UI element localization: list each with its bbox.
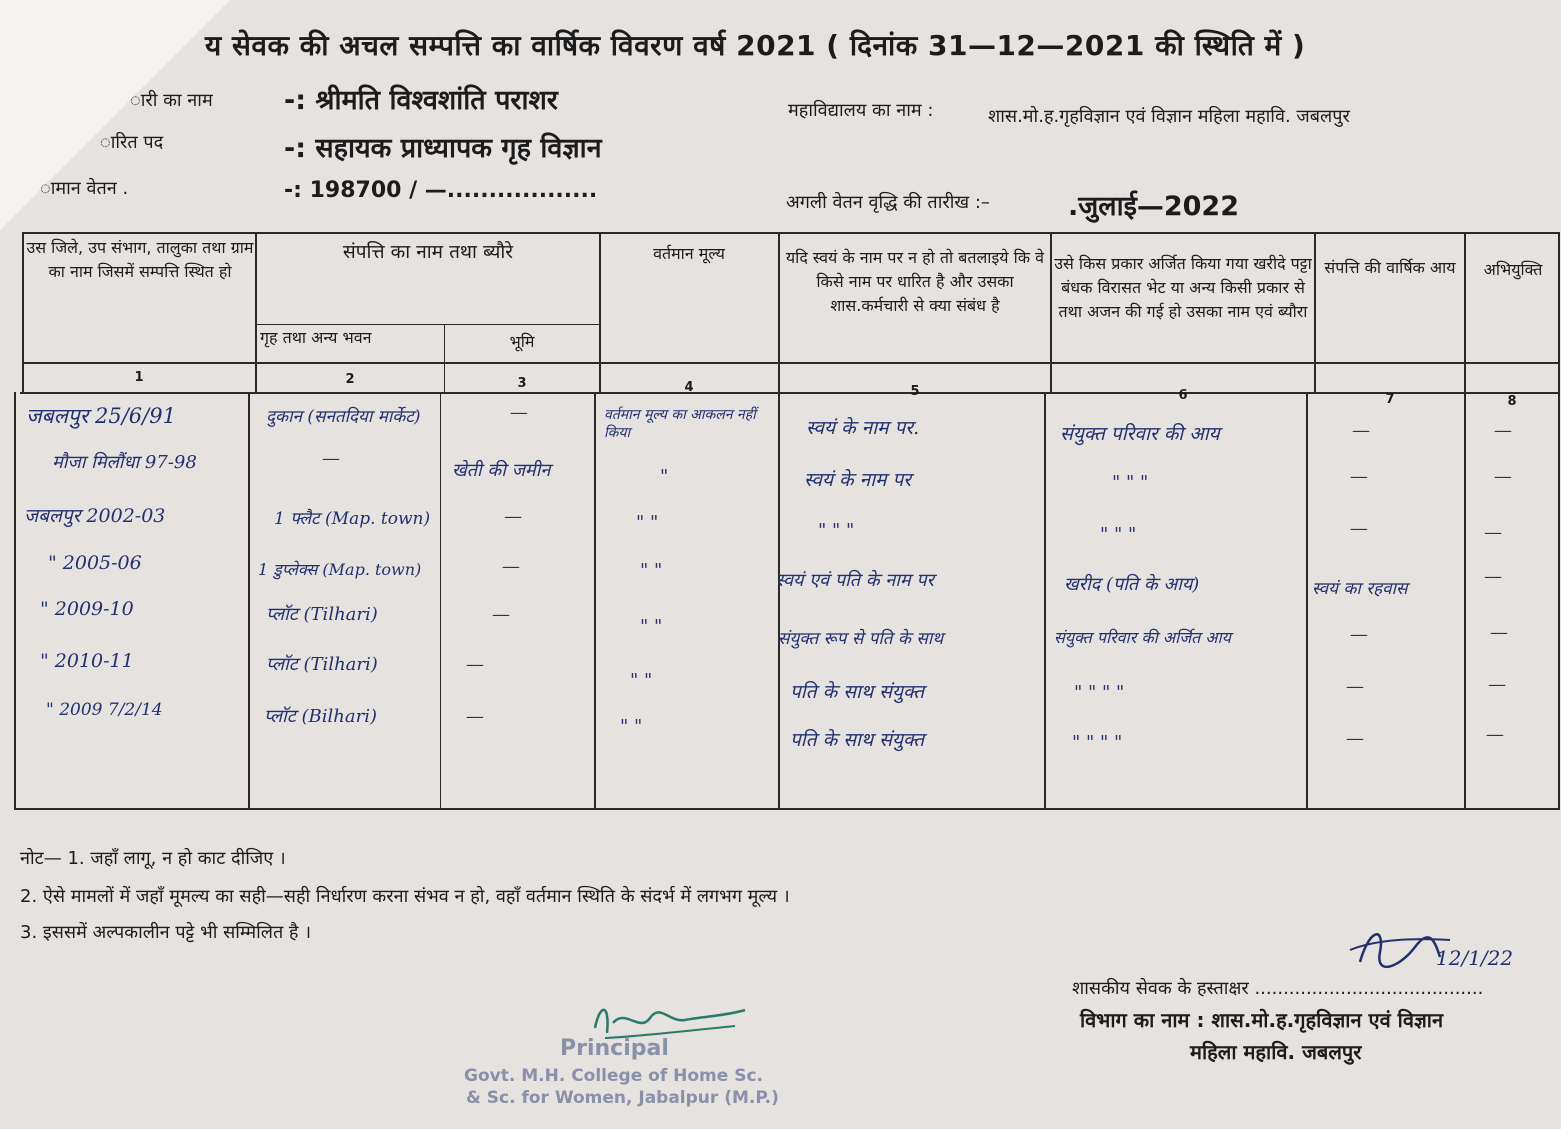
- col-number-4: 4: [684, 380, 694, 395]
- row1-building: दुकान (सनतदिया मार्केट): [266, 407, 421, 427]
- row5-acquired: संयुक्त परिवार की अर्जित आय: [1054, 628, 1231, 647]
- row3-acquired: " " ": [1100, 524, 1137, 545]
- row2-location: मौजा मिलौंधा 97-98: [52, 452, 197, 473]
- stamp-line-1: Govt. M.H. College of Home Sc.: [464, 1066, 763, 1086]
- salary-value: -: 198700 / —..................: [284, 178, 598, 203]
- col-number-5: 5: [910, 384, 920, 399]
- header-col3-sub: भूमि: [509, 332, 535, 351]
- col-divider-1a: [255, 232, 257, 392]
- row2-acquired: " " ": [1112, 472, 1149, 493]
- row1-land: —: [510, 402, 528, 423]
- row2-remarks: —: [1494, 466, 1512, 487]
- college-label: महाविद्यालय का नाम :: [788, 100, 934, 121]
- row7-land: —: [466, 706, 484, 727]
- signature-date: 12/1/22: [1436, 946, 1514, 970]
- col-number-1: 1: [134, 370, 144, 385]
- col-divider-3a: [599, 232, 601, 392]
- increment-value: .जुलाई—2022: [1068, 191, 1239, 222]
- row7-remarks: —: [1486, 724, 1504, 745]
- header-col5: यदि स्वयं के नाम पर न हो तो बतलाइये कि वे किसे नाम पर धारित है और उसका शास.कर्मचारी से क्या संबंध है: [785, 248, 1045, 315]
- row6-income: —: [1346, 676, 1364, 697]
- col-divider-5b: [1044, 392, 1046, 810]
- note-2: 2. ऐसे मामलों में जहाँ मूमल्य का सही—सही निर्धारण करना संभव न हो, वहाँ वर्तमान स्थिति के संदर्भ में लगभग मूल्य ।: [20, 886, 790, 907]
- row4-building: 1 डुप्लेक्स (Map. town): [258, 560, 422, 579]
- department-line-2: महिला महावि. जबलपुर: [1190, 1040, 1362, 1064]
- col-number-6: 6: [1178, 388, 1188, 403]
- row3-remarks: —: [1484, 522, 1502, 543]
- row5-remarks: —: [1490, 622, 1508, 643]
- row1-value: वर्तमान मूल्य का आकलन नहीं किया: [604, 407, 756, 441]
- note-1: नोट— 1. जहाँ लागू, न हो काट दीजिए ।: [20, 848, 286, 869]
- col-divider-6a: [1314, 232, 1316, 392]
- row3-location: जबलपुर 2002-03: [24, 505, 166, 527]
- row6-remarks: —: [1488, 674, 1506, 695]
- subheader-line: [256, 324, 600, 325]
- row5-holder: संयुक्त रूप से पति के साथ: [778, 629, 944, 649]
- salary-label: ामान वेतन .: [40, 178, 129, 199]
- col-divider-1b: [248, 392, 250, 810]
- col-divider-4: [778, 232, 780, 810]
- row4-value: " ": [640, 560, 663, 581]
- row3-value: " ": [636, 512, 659, 533]
- row6-holder: पति के साथ संयुक्त: [790, 681, 925, 703]
- row1-remarks: —: [1494, 420, 1512, 441]
- row6-land: —: [466, 654, 484, 675]
- table-border-right: [1558, 232, 1560, 810]
- increment-label: अगली वेतन वृद्धि की तारीख :–: [786, 192, 990, 213]
- row1-holder: स्वयं के नाम पर.: [806, 417, 920, 439]
- signature-label: शासकीय सेवक के हस्ताक्षर ........................................: [1072, 978, 1484, 999]
- row4-location: " 2005-06: [48, 552, 142, 574]
- table-border-left-top: [22, 232, 24, 392]
- college-value: शास.मो.ह.गृहविज्ञान एवं विज्ञान महिला महावि. जबलपुर: [988, 106, 1350, 127]
- name-label: ारी का नाम: [130, 90, 213, 111]
- row5-value: " ": [640, 616, 663, 637]
- row4-acquired: खरीद (पति के आय): [1064, 574, 1200, 595]
- header-col6: उसे किस प्रकार अर्जित किया गया खरीदे पट्टा बंधक विरासत भेट या अन्य किसी प्रकार से तथा अजन की गई हो उसका नाम एवं ब्यौरा: [1054, 254, 1312, 321]
- row3-income: —: [1350, 518, 1368, 539]
- row7-income: —: [1346, 728, 1364, 749]
- row2-building: —: [322, 448, 340, 469]
- row4-holder: स्वयं एवं पति के नाम पर: [776, 570, 934, 591]
- col-divider-6b: [1306, 392, 1308, 810]
- row5-location: " 2009-10: [40, 598, 134, 620]
- row2-value: ": [660, 466, 669, 487]
- name-value: -: श्रीमति विश्वशांति पराशर: [284, 85, 558, 116]
- col-number-7: 7: [1385, 392, 1395, 407]
- row4-land: —: [502, 556, 520, 577]
- row2-income: —: [1350, 466, 1368, 487]
- header-col2-sub: गृह तथा अन्य भवन: [260, 328, 372, 347]
- row7-acquired: " " " ": [1072, 732, 1123, 753]
- stamp-line-2: & Sc. for Women, Jabalpur (M.P.): [466, 1088, 779, 1108]
- row3-holder: " " ": [818, 520, 855, 541]
- col-divider-7: [1464, 232, 1466, 810]
- row7-building: प्लॉट (Bilhari): [264, 706, 377, 727]
- header-bottom-line: [22, 362, 1560, 364]
- row1-income: —: [1352, 420, 1370, 441]
- table-border-left-bottom: [14, 392, 16, 810]
- post-value: -: सहायक प्राध्यापक गृह विज्ञान: [284, 133, 602, 164]
- row5-income: —: [1350, 624, 1368, 645]
- row4-income: स्वयं का रहवास: [1312, 579, 1408, 599]
- col-number-8: 8: [1507, 394, 1517, 409]
- row1-location: जबलपुर 25/6/91: [26, 404, 176, 428]
- stamp-title: Principal: [560, 1036, 669, 1061]
- department-line-1: विभाग का नाम : शास.मो.ह.गृहविज्ञान एवं विज्ञान: [1080, 1008, 1444, 1032]
- row2-land: खेती की जमीन: [452, 460, 551, 481]
- row3-land: —: [504, 506, 522, 527]
- row7-holder: पति के साथ संयुक्त: [790, 729, 925, 751]
- note-3: 3. इससमें अल्पकालीन पट्टे भी सम्मिलित है ।: [20, 922, 312, 943]
- row6-location: " 2010-11: [40, 650, 134, 672]
- col-divider-2b: [440, 392, 441, 810]
- row7-value: " ": [620, 716, 643, 737]
- row2-holder: स्वयं के नाम पर: [804, 469, 912, 491]
- header-col7: संपत्ति की वार्षिक आय: [1324, 258, 1456, 277]
- post-label: ारित पद: [100, 132, 164, 153]
- row4-remarks: —: [1484, 566, 1502, 587]
- row6-acquired: " " " ": [1074, 682, 1125, 703]
- header-col23: संपत्ति का नाम तथा ब्यौरे: [342, 241, 514, 263]
- row3-building: 1 फ्लैट (Map. town): [274, 509, 431, 529]
- col-divider-3b: [594, 392, 596, 810]
- row6-building: प्लॉट (Tilhari): [266, 654, 378, 675]
- header-col4: वर्तमान मूल्य: [653, 244, 725, 263]
- col-number-2: 2: [345, 372, 355, 387]
- row7-location: " 2009 7/2/14: [46, 700, 163, 720]
- row5-land: —: [492, 604, 510, 625]
- row6-value: " ": [630, 670, 653, 691]
- col-divider-5a: [1050, 232, 1052, 392]
- page-title: य सेवक की अचल सम्पत्ति का वार्षिक विवरण वर्ष 2021 ( दिनांक 31—12—2021 की स्थिति में ): [205, 29, 1306, 62]
- col-number-3: 3: [517, 376, 527, 391]
- header-col8: अभियुक्ति: [1483, 260, 1543, 279]
- row5-building: प्लॉट (Tilhari): [266, 604, 378, 625]
- table-border-bottom: [14, 808, 1560, 810]
- row1-acquired: संयुक्त परिवार की आय: [1060, 423, 1220, 445]
- header-col1: उस जिले, उप संभाग, तालुका तथा ग्राम का नाम जिसमें सम्पत्ति स्थित हो: [26, 238, 254, 281]
